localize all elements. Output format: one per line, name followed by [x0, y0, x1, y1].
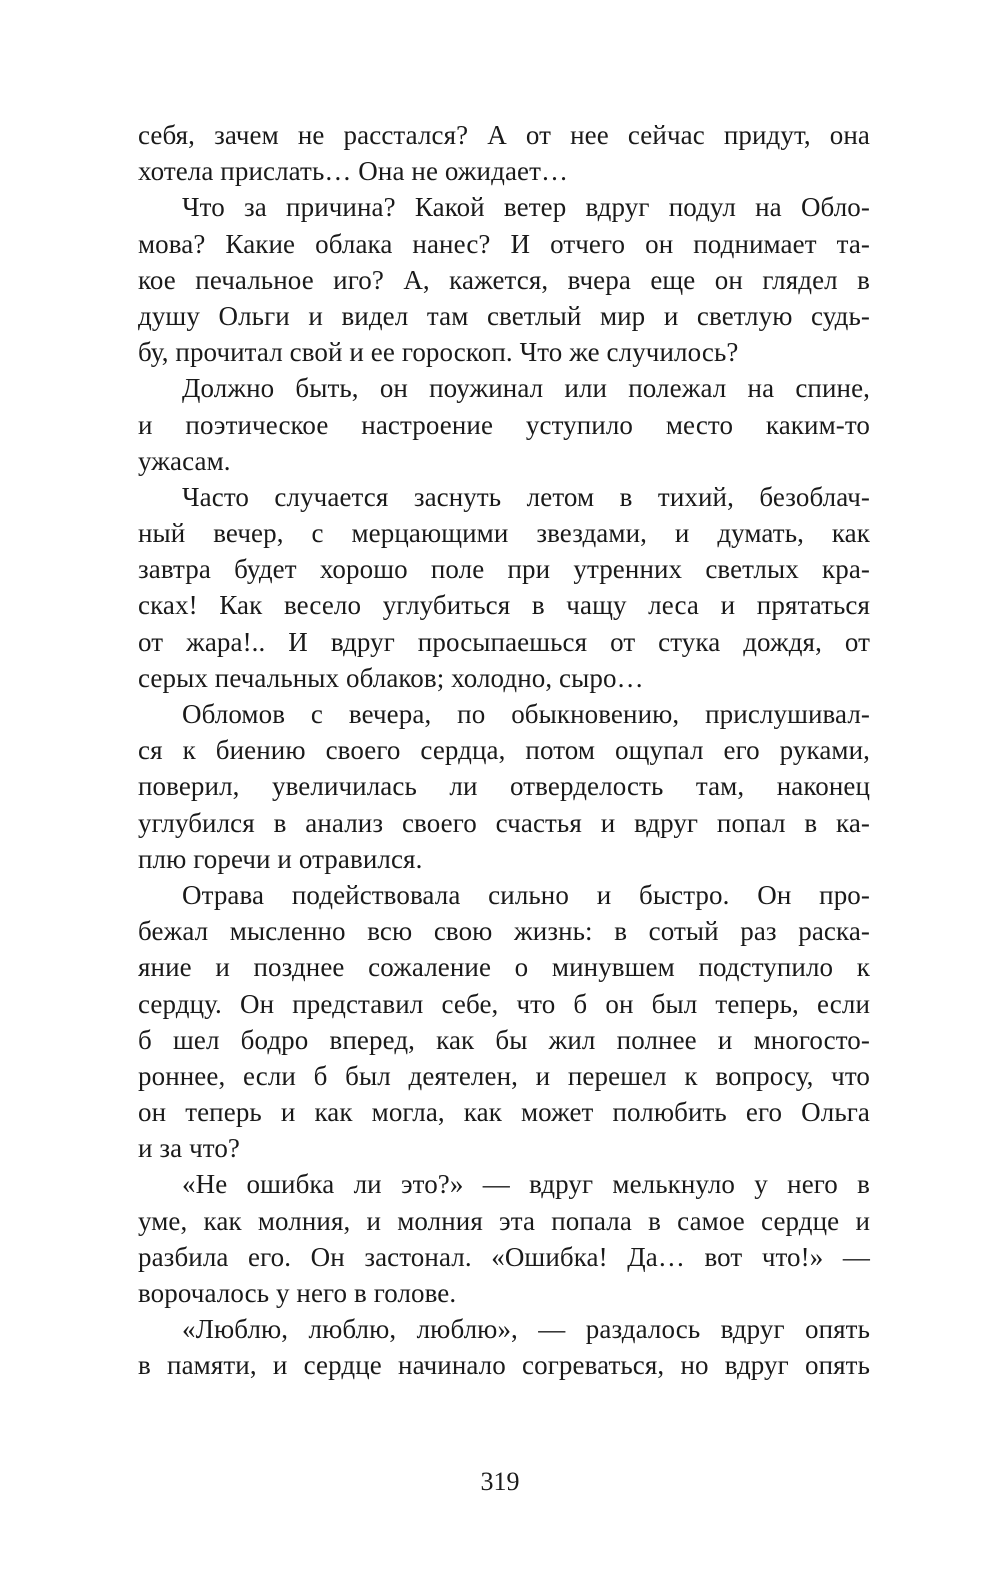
- text-line: ный вечер, с мерцающими звездами, и думать, как: [138, 518, 870, 549]
- text-line: поверил, увеличилась ли отверделость там, наконец: [138, 771, 870, 802]
- paragraph: [138, 1166, 870, 1311]
- text-line: сках! Как весело углубиться в чащу леса и прятаться: [138, 590, 870, 621]
- text-line: Часто случается заснуть летом в тихий, безоблач-: [182, 481, 870, 512]
- text-line: ужасам.: [138, 445, 231, 476]
- text-line: и поэтическое настроение уступило место каким-то: [138, 409, 870, 440]
- text-line: серых печальных облаков; холодно, сыро…: [138, 662, 644, 693]
- text-line: ся к биению своего сердца, потом ощупал его руками,: [138, 735, 870, 766]
- text-line: «Не ошибка ли это?» — вдруг мелькнуло у него в: [182, 1169, 870, 1200]
- page-number: 319: [480, 1467, 520, 1496]
- text-line: мова? Какие облака нанес? И отчего он поднимает та-: [138, 228, 870, 259]
- text-line: и за что?: [138, 1133, 241, 1164]
- text-line: плю горечи и отравился.: [138, 843, 423, 874]
- text-line: ворочалось у него в голове.: [138, 1278, 457, 1308]
- text-line: кое печальное иго? А, кажется, вчера еще он глядел в: [138, 264, 870, 295]
- paragraph: [138, 696, 870, 877]
- text-line: Отрава подействовала сильно и быстро. Он про-: [182, 879, 870, 910]
- text-line: завтра будет хорошо поле при утренних светлых кра-: [138, 554, 870, 585]
- text-line: «Люблю, люблю, люблю», — раздалось вдруг опять: [182, 1314, 870, 1345]
- text-line: себя, зачем не расстался? А от нее сейчас придут, она: [138, 120, 870, 150]
- text-line: в памяти, и сердце начинало согреваться, но вдруг опять: [138, 1350, 870, 1381]
- text-line: разбила его. Он застонал. «Ошибка! Да… вот что!» —: [138, 1241, 870, 1272]
- text-line: от жара!.. И вдруг просыпаешься от стука дождя, от: [138, 626, 870, 657]
- paragraph: [138, 117, 870, 189]
- text-line: душу Ольги и видел там светлый мир и светлую судь-: [138, 300, 870, 331]
- paragraph: [138, 189, 870, 370]
- text-line: Должно быть, он поужинал или полежал на спине,: [182, 373, 870, 404]
- text-line: хотела прислать… Она не ожидает…: [138, 156, 569, 187]
- paragraph: [138, 479, 870, 696]
- paragraph: [138, 370, 870, 479]
- text-line: Что за причина? Какой ветер вдруг подул на Обло-: [182, 192, 870, 223]
- paragraph: [138, 877, 870, 1167]
- paragraph: [138, 1311, 870, 1383]
- page-body: [138, 117, 870, 1384]
- text-line: сердцу. Он представил себе, что б он был теперь, если: [138, 988, 870, 1019]
- text-line: бу, прочитал свой и ее гороскоп. Что же случилось?: [138, 337, 739, 368]
- text-line: Обломов с вечера, по обыкновению, прислушивал-: [182, 699, 870, 729]
- text-line: он теперь и как могла, как может полюбить его Ольга: [138, 1097, 870, 1128]
- text-line: уме, как молния, и молния эта попала в самое сердце и: [138, 1205, 870, 1236]
- text-line: б шел бодро вперед, как бы жил полнее и многосто-: [138, 1024, 870, 1055]
- text-line: яние и позднее сожаление о минувшем подступило к: [138, 952, 870, 983]
- text-line: роннее, если б был деятелен, и перешел к вопросу, что: [138, 1060, 870, 1091]
- text-line: углубился в анализ своего счастья и вдруг попал в ка-: [138, 807, 870, 838]
- text-line: бежал мысленно всю свою жизнь: в сотый раз раска-: [138, 916, 870, 947]
